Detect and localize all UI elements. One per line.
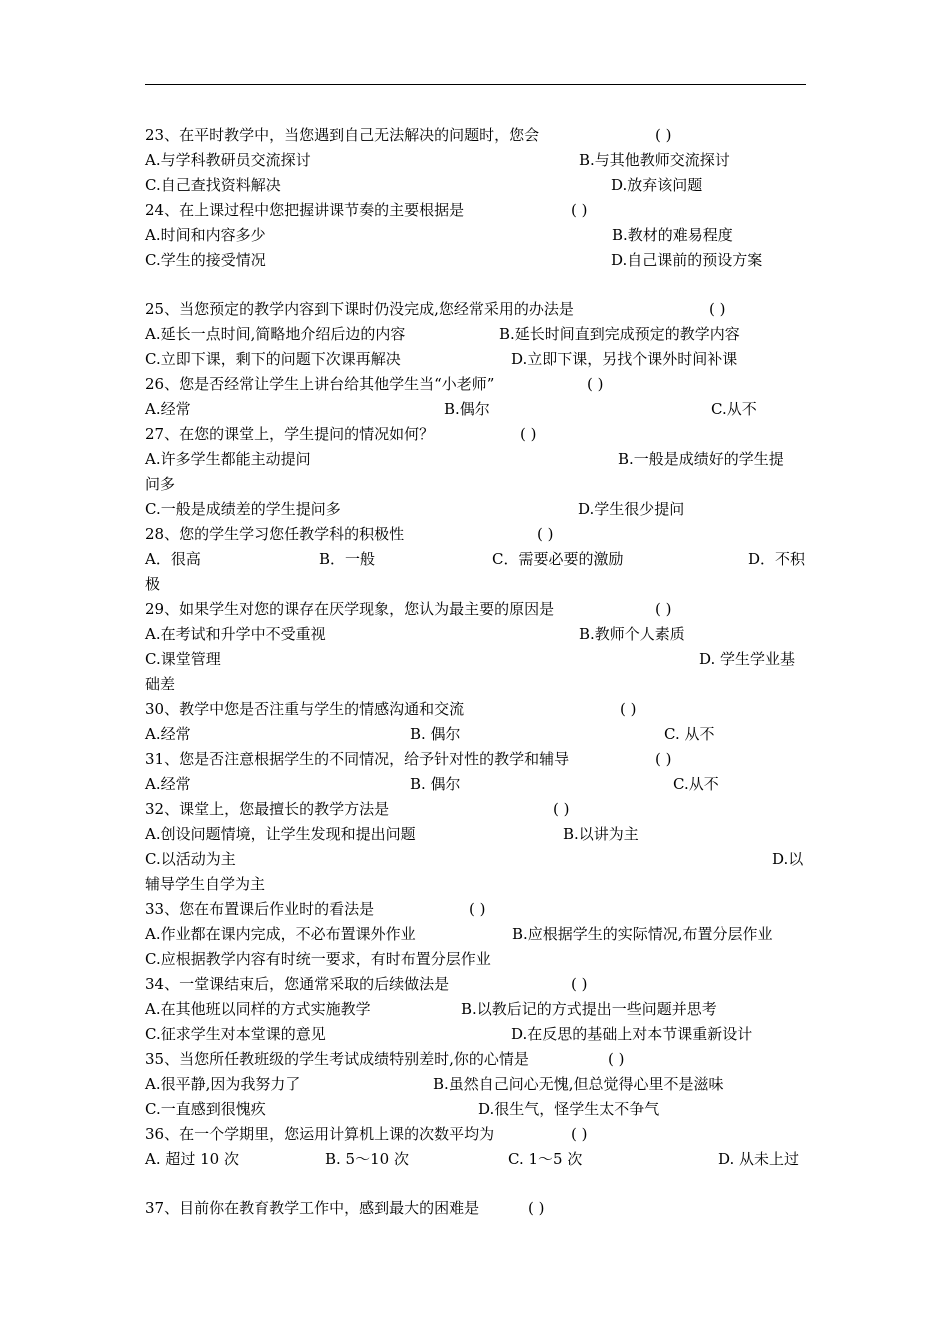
question-35 (145, 1047, 806, 1072)
option-b: B.教材的难易程度 (612, 226, 733, 244)
option-c: C.从不 (673, 775, 719, 793)
answer-blank: ( ) (528, 1199, 545, 1217)
question-26-stem: 26、您是否经常让学生上讲台给其他学生当“小老师” (145, 375, 495, 393)
option-c: C.征求学生对本堂课的意见 (145, 1025, 326, 1043)
option-a: A.在考试和升学中不受重视 (145, 625, 326, 643)
option-c: C.从不 (711, 400, 757, 418)
question-33-options-row (145, 922, 806, 947)
question-26-options-row (145, 397, 806, 422)
question-31-options-row (145, 772, 806, 797)
option-c: C.应根据教学内容有时统一要求，有时布置分层作业 (145, 950, 491, 968)
question-25 (145, 297, 806, 322)
option-a: A.在其他班以同样的方式实施教学 (145, 1000, 371, 1018)
question-29-options-row (145, 622, 806, 647)
answer-blank: ( ) (587, 375, 604, 393)
question-25-stem: 25、当您预定的教学内容到下课时仍没完成,您经常采用的办法是 (145, 300, 574, 318)
question-32-options-row (145, 822, 806, 847)
question-23 (145, 123, 806, 148)
option-d: D.很生气，怪学生太不争气 (478, 1100, 660, 1118)
question-27-options-row (145, 472, 806, 497)
question-32-stem: 32、课堂上，您最擅长的教学方法是 (145, 800, 390, 818)
option-d-wrap: 辅导学生自学为主 (145, 875, 266, 893)
answer-blank: ( ) (553, 800, 570, 818)
question-27-options-row (145, 447, 806, 472)
answer-blank: ( ) (620, 700, 637, 718)
option-c: C.一般是成绩差的学生提问多 (145, 500, 341, 518)
question-28-options-row (145, 547, 806, 572)
option-d: D．不积 (748, 550, 806, 568)
question-33-stem: 33、您在布置课后作业时的看法是 (145, 900, 375, 918)
option-b: B.虽然自己问心无愧,但总觉得心里不是滋味 (433, 1075, 724, 1093)
option-b: B. 偶尔 (410, 775, 461, 793)
question-25-options-row (145, 347, 806, 372)
option-b-wrap: 问多 (145, 475, 176, 493)
question-29-options-row (145, 647, 806, 672)
option-b: B.偶尔 (444, 400, 490, 418)
option-b: B. 偶尔 (410, 725, 461, 743)
question-29-options-row (145, 672, 806, 697)
option-a: A.经常 (145, 775, 191, 793)
question-24-options-row (145, 248, 806, 273)
question-31-stem: 31、您是否注意根据学生的不同情况，给予针对性的教学和辅导 (145, 750, 570, 768)
question-34-stem: 34、一堂课结束后，您通常采取的后续做法是 (145, 975, 450, 993)
option-a: A.经常 (145, 400, 191, 418)
question-24-options-row (145, 223, 806, 248)
question-35-options-row (145, 1097, 806, 1122)
option-d-wrap: 础差 (145, 675, 176, 693)
answer-blank: ( ) (655, 600, 672, 618)
answer-blank: ( ) (571, 201, 588, 219)
answer-blank: ( ) (655, 750, 672, 768)
answer-blank: ( ) (655, 126, 672, 144)
question-32-options-row (145, 872, 806, 897)
option-b: B．一般 (319, 550, 376, 568)
question-24 (145, 198, 806, 223)
question-27-options-row (145, 497, 806, 522)
question-34 (145, 972, 806, 997)
option-c: C.学生的接受情况 (145, 251, 266, 269)
option-b: B.延长时间直到完成预定的教学内容 (499, 325, 740, 343)
option-a: A.延长一点时间,简略地介绍后边的内容 (145, 325, 406, 343)
question-32-options-row (145, 847, 806, 872)
option-c: C.一直感到很愧疚 (145, 1100, 266, 1118)
question-23-options-row (145, 148, 806, 173)
option-d: D.自己课前的预设方案 (611, 251, 763, 269)
option-c: C.课堂管理 (145, 650, 221, 668)
question-25-options-row (145, 322, 806, 347)
option-d: D.放弃该问题 (611, 176, 703, 194)
option-a: A. 超过 10 次 (145, 1150, 239, 1168)
question-33 (145, 897, 806, 922)
question-31 (145, 747, 806, 772)
answer-blank: ( ) (469, 900, 486, 918)
answer-blank: ( ) (537, 525, 554, 543)
option-c: C.立即下课，剩下的问题下次课再解决 (145, 350, 401, 368)
question-36-stem: 36、在一个学期里，您运用计算机上课的次数平均为 (145, 1125, 495, 1143)
option-d: D.在反思的基础上对本节课重新设计 (511, 1025, 753, 1043)
option-a: A.许多学生都能主动提问 (145, 450, 311, 468)
option-b: B.应根据学生的实际情况,布置分层作业 (512, 925, 773, 943)
option-c: C. 从不 (664, 725, 715, 743)
option-c: C.自己查找资料解决 (145, 176, 281, 194)
question-27 (145, 422, 806, 447)
question-26 (145, 372, 806, 397)
option-a: A.经常 (145, 725, 191, 743)
option-b: B.一般是成绩好的学生提 (618, 450, 784, 468)
question-28-options-row (145, 572, 806, 597)
question-36-options-row (145, 1147, 806, 1172)
option-b: B. 5～10 次 (325, 1150, 409, 1168)
question-37-stem: 37、目前你在教育教学工作中，感到最大的困难是 (145, 1199, 480, 1217)
option-c: C.以活动为主 (145, 850, 236, 868)
question-30 (145, 697, 806, 722)
question-29 (145, 597, 806, 622)
option-d: D.立即下课，另找个课外时间补课 (511, 350, 738, 368)
question-34-options-row (145, 1022, 806, 1047)
option-c: C. 1～5 次 (508, 1150, 583, 1168)
answer-blank: ( ) (571, 975, 588, 993)
question-23-options-row (145, 173, 806, 198)
option-d: D.以 (772, 850, 804, 868)
option-b: B.教师个人素质 (579, 625, 685, 643)
option-b: B.以讲为主 (563, 825, 639, 843)
question-35-options-row (145, 1072, 806, 1097)
question-34-options-row (145, 997, 806, 1022)
question-23-stem: 23、在平时教学中，当您遇到自己无法解决的问题时，您会 (145, 126, 540, 144)
option-a: A.与学科教研员交流探讨 (145, 151, 311, 169)
question-30-stem: 30、教学中您是否注重与学生的情感沟通和交流 (145, 700, 465, 718)
option-c: C．需要必要的激励 (492, 550, 624, 568)
option-a: A.创设问题情境，让学生发现和提出问题 (145, 825, 416, 843)
answer-blank: ( ) (608, 1050, 625, 1068)
option-d: D.学生很少提问 (578, 500, 685, 518)
question-24-stem: 24、在上课过程中您把握讲课节奏的主要根据是 (145, 201, 465, 219)
question-28 (145, 522, 806, 547)
question-27-stem: 27、在您的课堂上，学生提问的情况如何？ (145, 425, 435, 443)
option-d: D. 学生学业基 (699, 650, 796, 668)
option-a: A.作业都在课内完成，不必布置课外作业 (145, 925, 416, 943)
header-rule (145, 84, 806, 85)
option-a: A.很平静,因为我努力了 (145, 1075, 301, 1093)
option-b: B.与其他教师交流探讨 (579, 151, 730, 169)
answer-blank: ( ) (520, 425, 537, 443)
question-35-stem: 35、当您所任教班级的学生考试成绩特别差时,你的心情是 (145, 1050, 529, 1068)
option-a: A．很高 (145, 550, 201, 568)
questionnaire (145, 123, 806, 1221)
option-b: B.以教后记的方式提出一些问题并思考 (461, 1000, 717, 1018)
question-37 (145, 1196, 806, 1221)
answer-blank: ( ) (709, 300, 726, 318)
question-29-stem: 29、如果学生对您的课存在厌学现象，您认为最主要的原因是 (145, 600, 555, 618)
question-36 (145, 1122, 806, 1147)
question-33-options-row (145, 947, 806, 972)
option-d-wrap: 极 (145, 575, 161, 593)
question-28-stem: 28、您的学生学习您任教学科的积极性 (145, 525, 405, 543)
option-a: A.时间和内容多少 (145, 226, 266, 244)
answer-blank: ( ) (571, 1125, 588, 1143)
option-d: D. 从未上过 (718, 1150, 800, 1168)
question-30-options-row (145, 722, 806, 747)
question-32 (145, 797, 806, 822)
